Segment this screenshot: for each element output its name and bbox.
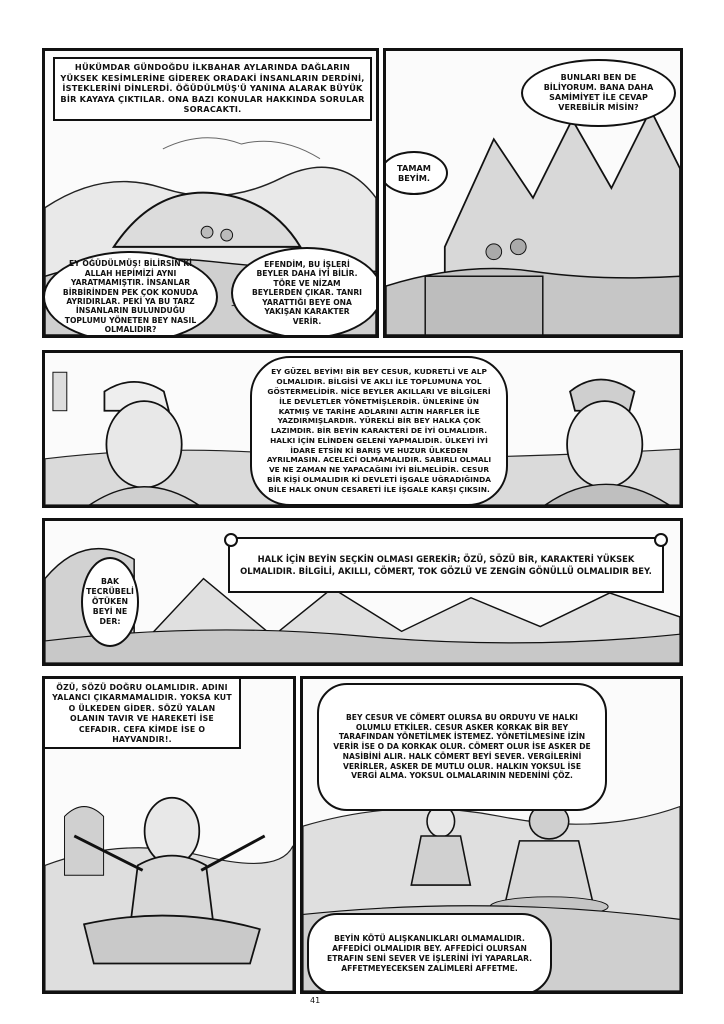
narration-scroll: HALK İÇİN BEYİN SEÇKİN OLMASI GEREKİR; ÖZÜ, SÖZÜ BİR, KARAKTERİ YÜKSEK OLMALIDIR. BİLGİLİ, AKILLI, CÖMERT, TOK GÖZLÜ VE ZENGİN GÖNÜLLÜ OLMALIDIR BEY.: [228, 537, 664, 593]
narration-caption-5: ÖZÜ, SÖZÜ DOĞRU OLAMLIDIR. ADINI YALANCI ÇIKARMAMALIDIR. YOKSA KUT O ÜLKEDEN GİDER. SÖZÜ YALAN OLANIN TAVIR VE HAREKETİ İSE CEFADIR. CEFA KİMDE İSE O HAYVANDIR!.: [43, 677, 241, 749]
panel-3: [42, 350, 683, 508]
panel-4: [42, 518, 683, 666]
speech-bubble-ruler: EY ÖĞÜDÜLMÜŞ! BİLİRSİN Kİ ALLAH HEPİMİZİ AYNI YARATMAMIŞTIR. İNSANLAR BİRBİRİNDEN PEK ÇOK KONUDA AYRIDIRLAR. PEKİ YA BU TARZ İNSANLARIN BULUNDUĞU TOPLUMU YÖNETEN BEY NASIL OLMALIDIR?: [43, 251, 218, 338]
panel-6: [300, 676, 683, 994]
panel-5: [42, 676, 296, 994]
page-number: 41: [310, 996, 321, 1005]
speech-bubble-ruler-2: BUNLARI BEN DE BİLİYORUM. BANA DAHA SAMİMİYET İLE CEVAP VEREBİLİR MİSİN?: [521, 59, 676, 127]
speech-bubble-advisor-3: EY GÜZEL BEYİM! BİR BEY CESUR, KUDRETLİ VE ALP OLMALIDIR. BİLGİSİ VE AKLI İLE TOPLUMUNA YOL GÖSTERMELİDİR. NİCE BEYLER AKILLARI VE BİLGİLERİ İLE DEVLETLER YÖNETMİŞLERDİR. ÜNLERİNE ÜN KATMIŞ VE TARİHE ADLARINI ALTIN HARFLER İLE YAZDIRMIŞLARDIR. YÜREKLİ BİR BEY HALKA ÇOK LAZIMDIR. BİR BEYİN KARAKTERİ DE İYİ OLMALIDIR. HALKI İÇİN ELİNDEN GELENİ YAPMALIDIR. ÜLKEYİ İYİ İDARE ETSİN Kİ BARIŞ VE HUZUR ÜLKEDEN AYRILMASIN. ACELECİ OLMAMALIDIR. SABIRLI OLMALI VE NE ZAMAN NE YAPACAĞINI İYİ BİLMELİDİR. CESUR BİR KİŞİ OLMALIDIR Kİ DEVLETİ İŞGALE UĞRADIĞINDA BİLE HALK ONUN CESARETİ İLE İŞGALE KARŞI ÇIKSIN.: [250, 356, 508, 506]
panel-2: [383, 48, 683, 338]
panel-1: [42, 48, 379, 338]
speech-bubble-advisor: EFENDİM, BU İŞLERİ BEYLER DAHA İYİ BİLİR. TÖRE VE NİZAM BEYLERDEN ÇIKAR. TANRI YARATTIĞI BEYE ONA YAKIŞAN KARAKTER VERİR.: [231, 247, 379, 338]
speech-bubble-advisor-6b: BEYİN KÖTÜ ALIŞKANLIKLARI OLMAMALIDIR. AFFEDİCİ OLMALIDIR BEY. AFFEDİCİ OLURSAN ETRAFIN SENİ SEVER VE İŞLERİNİ İYİ YAPARLAR. AFFETMEYECEKSEN ZALİMLERİ AFFETME.: [307, 913, 552, 994]
speech-bubble-advice: BAK TECRÜBELİ ÖTÜKEN BEYİ NE DER:: [81, 557, 139, 647]
narration-caption: HÜKÜMDAR GÜNDOĞDU İLKBAHAR AYLARINDA DAĞLARIN YÜKSEK KESİMLERİNE GİDEREK ORADAKİ İNSANLARIN DERDİNİ, İSTEKLERİNİ DİNLERDİ. ÖĞÜDÜLMÜŞ'Ü YANINA ALARAK BÜYÜK BİR KAYAYA ÇIKTILAR. ONA BAZI KONULAR HAKKINDA SORULAR SORACAKTI.: [53, 57, 372, 121]
speech-bubble-advisor-2: TAMAM BEYİM.: [383, 151, 448, 195]
speech-bubble-advisor-6: BEY CESUR VE CÖMERT OLURSA BU ORDUYU VE HALKI OLUMLU ETKİLER. CESUR ASKER KORKAK BİR BEY TARAFINDAN YÖNETİLMEK İSTEMEZ. YÖNETİLMESİNE İZİN VERİR İSE O DA KORKAK OLUR. CÖMERT OLUR İSE ASKER DE NASİBİNİ ALIR. HALK CÖMERT BEYİ SEVER. VERGİLERİNİ VERİRLER, ASKER DE MUTLU OLUR. HALKIN YOKSUL İSE VERGİ ALMA. YOKSUL OLMALARININ NEDENİNİ ÇÖZ.: [317, 683, 607, 811]
